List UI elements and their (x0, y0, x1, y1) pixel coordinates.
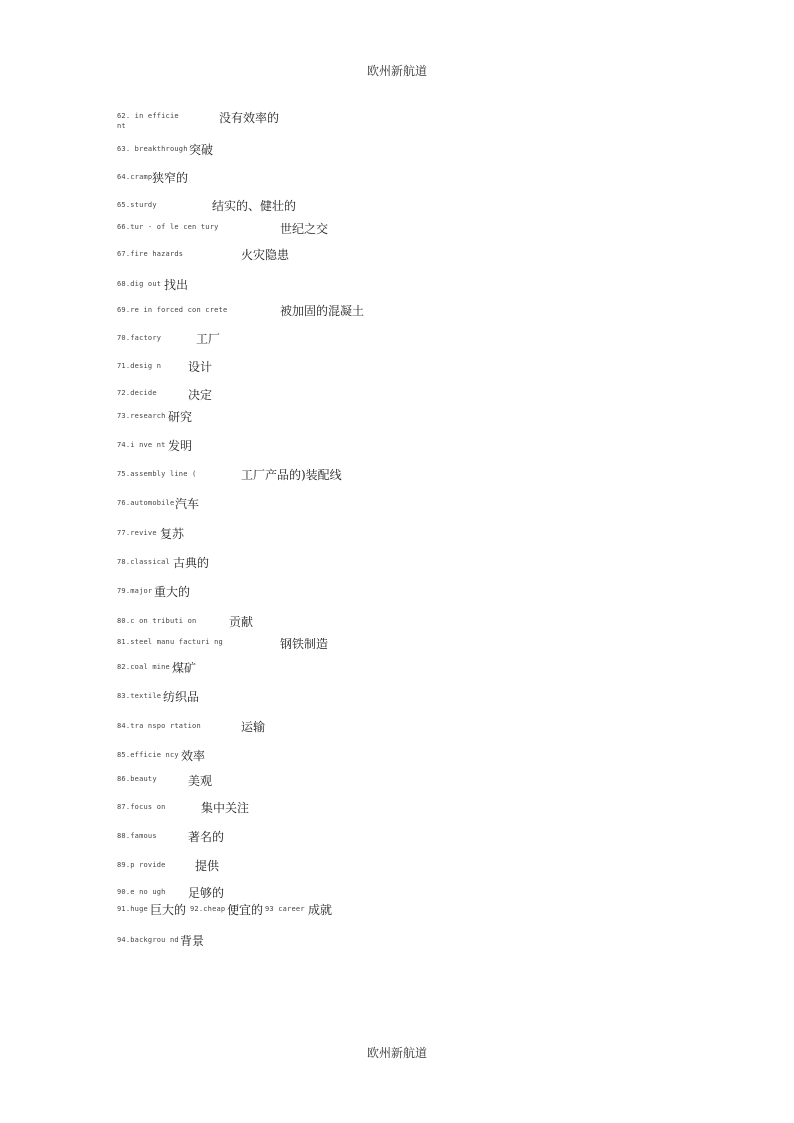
entry-62-english-wrap: nt (117, 122, 126, 130)
entry-85-english: 85.efficie ncy (117, 751, 179, 759)
entry-88-english: 88.famous (117, 832, 157, 840)
entry-72-english: 72.decide (117, 389, 157, 397)
entry-81-chinese: 钢铁制造 (280, 637, 329, 651)
entry-65-english: 65.sturdy (117, 201, 157, 209)
page-header: 欧州新航道 (366, 64, 427, 78)
entry-90-chinese: 足够的 (188, 886, 225, 900)
entry-93-english: 93 career (265, 905, 305, 913)
entry-87-chinese: 集中关注 (201, 801, 250, 815)
entry-89-chinese: 提供 (195, 859, 220, 873)
entry-90-english: 90.e no ugh (117, 888, 166, 896)
entry-73-chinese: 研究 (168, 410, 193, 424)
entry-73-english: 73.research (117, 412, 166, 420)
entry-87-english: 87.focus on (117, 803, 166, 811)
entry-67-english: 67.fire hazards (117, 250, 184, 258)
entry-75-chinese: 工厂产品的)装配线 (241, 468, 342, 482)
entry-76-chinese: 汽车 (175, 497, 200, 511)
entry-91-english: 91.huge (117, 905, 148, 913)
entry-84-chinese: 运输 (241, 720, 266, 734)
entry-64-english: 64.cramp (117, 173, 153, 181)
entry-76-english: 76.automobile (117, 499, 175, 507)
entry-91-chinese: 巨大的 (150, 903, 187, 917)
entry-80-chinese: 贡献 (229, 615, 254, 629)
entry-78-chinese: 古典的 (173, 556, 210, 570)
entry-77-english: 77.revive (117, 529, 157, 537)
entry-70-english: 70.factory (117, 334, 162, 342)
entry-92-english: 92.cheap (190, 905, 226, 913)
entry-83-english: 83.textile (117, 692, 162, 700)
entry-70-chinese: 工厂 (196, 332, 221, 346)
entry-75-english: 75.assembly line ( (117, 470, 197, 478)
entry-89-english: 89.p rovide (117, 861, 166, 869)
entry-86-chinese: 美观 (188, 774, 213, 788)
entry-94-chinese: 背景 (180, 934, 205, 948)
entry-83-chinese: 纺织品 (163, 690, 200, 704)
entry-82-chinese: 煤矿 (172, 661, 197, 675)
entry-74-chinese: 发明 (168, 439, 193, 453)
entry-77-chinese: 复苏 (160, 527, 185, 541)
entry-64-chinese: 狭窄的 (152, 171, 189, 185)
entry-85-chinese: 效率 (181, 749, 206, 763)
entry-94-english: 94.backgrou nd (117, 936, 179, 944)
entry-69-english: 69.re in forced con crete (117, 306, 228, 314)
entry-67-chinese: 火灾隐患 (241, 248, 290, 262)
entry-78-english: 78.classical (117, 558, 170, 566)
page-footer: 欧州新航道 (366, 1046, 427, 1060)
entry-82-english: 82.coal mine (117, 663, 170, 671)
entry-84-english: 84.tra nspo rtation (117, 722, 201, 730)
entry-68-english: 68.dig out (117, 280, 162, 288)
entry-86-english: 86.beauty (117, 775, 157, 783)
entry-80-english: 80.c on tributi on (117, 617, 197, 625)
entry-74-english: 74.i nve nt (117, 441, 166, 449)
entry-72-chinese: 决定 (188, 388, 213, 402)
entry-62-chinese: 没有效率的 (219, 111, 280, 125)
entry-63-chinese: 突破 (189, 143, 214, 157)
entry-66-english: 66.tur - of le cen tury (117, 223, 219, 231)
entry-63-english: 63. breakthrough (117, 145, 188, 153)
entry-68-chinese: 找出 (164, 278, 189, 292)
entry-66-chinese: 世纪之交 (280, 222, 329, 236)
entry-88-chinese: 著名的 (188, 830, 225, 844)
entry-71-english: 71.desig n (117, 362, 162, 370)
entry-71-chinese: 设计 (188, 360, 213, 374)
entry-92-chinese: 便宜的 (227, 903, 264, 917)
entry-79-english: 79.major (117, 587, 153, 595)
entry-93-chinese: 成就 (308, 903, 333, 917)
entry-81-english: 81.steel manu facturi ng (117, 638, 223, 646)
entry-62-english: 62. in efficie (117, 112, 179, 120)
entry-65-chinese: 结实的、健壮的 (212, 199, 297, 213)
entry-79-chinese: 重大的 (154, 585, 191, 599)
entry-69-chinese: 被加固的混凝土 (280, 304, 365, 318)
